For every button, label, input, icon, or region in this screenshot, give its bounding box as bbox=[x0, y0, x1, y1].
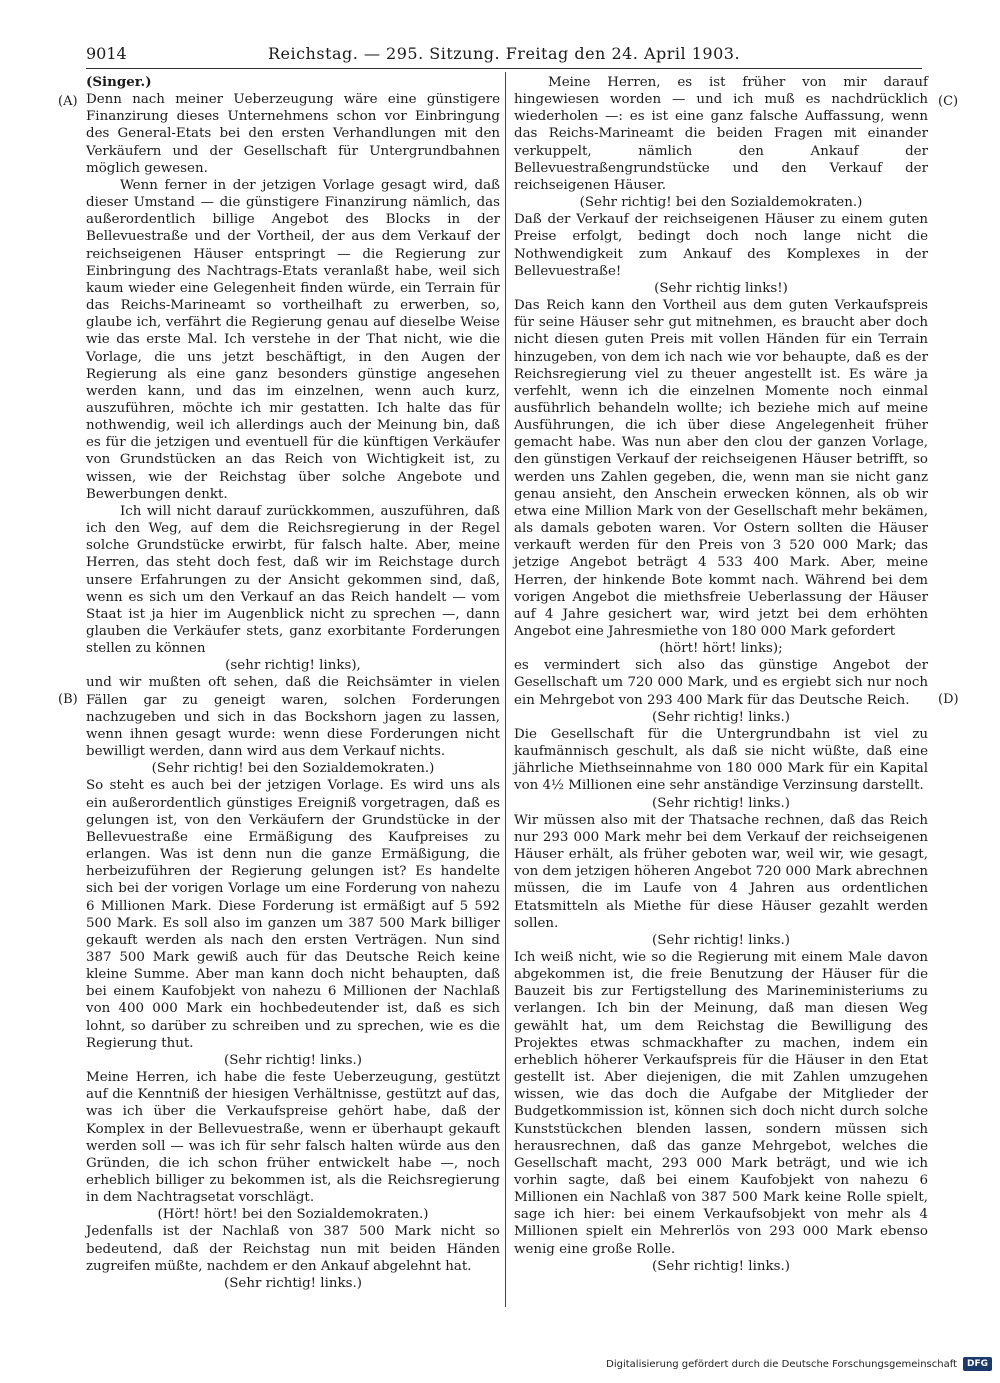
paragraph: es vermindert sich also das günstige Angebot der Gesellschaft um 720 000 Mark, und es ergiebt sich nur noch ein Mehrgebot von 293 400 Mark für das Deutsche Reich. bbox=[514, 658, 928, 708]
column-divider bbox=[505, 72, 506, 1307]
interjection: (Sehr richtig! links.) bbox=[652, 1258, 790, 1274]
dfg-logo: DFG bbox=[963, 1357, 992, 1371]
margin-mark-a: (A) bbox=[58, 94, 78, 109]
footer-credit bbox=[600, 1354, 992, 1374]
margin-mark-c: (C) bbox=[938, 94, 959, 109]
interjection: (Sehr richtig! bei den Sozialdemokraten.) bbox=[151, 761, 435, 777]
interjection: (hört! hört! links); bbox=[659, 641, 783, 657]
interjection: (Sehr richtig! links.) bbox=[652, 709, 790, 725]
paragraph: Denn nach meiner Ueberzeugung wäre eine günstigere Finanzirung dieses Unternehmens schon vor Einbringung des General-Etats bei den ersten Verhandlungen mit den Verkäufern und der Gesellschaft für Untergrundbahnen möglich gewesen. bbox=[86, 92, 500, 176]
paragraph: Meine Herren, es ist früher von mir darauf hingewiesen worden — und ich muß es nachdrücklich wiederholen —: es ist eine ganz falsche Auffassung, wenn das Reichs-Marineamt die beiden Fragen mit einander verkuppelt, nämlich den Ankauf der Bellevuestraßengrundstücke und den Verkauf der reichseigenen Häuser. bbox=[514, 75, 928, 193]
paragraph: Das Reich kann den Vortheil aus dem guten Verkaufspreis für seine Häuser sehr gut mitnehmen, es braucht aber doch nicht diesen guten Preis mit vollen Händen für ein Terrain hinzugeben, von dem ich nach wie vor behaupte, daß es der Reichsregierung viel zu theuer angestellt ist. Es wäre ja verfehlt, wenn ich die einzelnen Momente noch einmal ausführlich behandeln wollte; ich beziehe mich auf meine Ausführungen, die ich über diese Angelegenheit früher gemacht habe. Was nun aber den clou der ganzen Vorlage, den günstigen Verkauf der reichseigenen Häuser betrifft, so werden uns Zahlen gegeben, die, wenn man sie nicht ganz genau ansieht, den Anschein erwecken können, als ob wir etwa eine Million Mark von der Gesellschaft mehr bekämen, als damals geboten waren. Vor Ostern sollten die Häuser verkauft werden für den Preis von 3 520 000 Mark; das jetzige Angebot beträgt 4 533 400 Mark. Aber, meine Herren, der hinkende Bote kommt nach. Während bei dem vorigen Angebot die miethsfreie Ueberlassung der Häuser auf 4 Jahre gesichert war, wird jetzt bei dem erhöhten Angebot eine Jahresmiethe von 180 000 Mark gefordert bbox=[514, 298, 928, 639]
paragraph: So steht es auch bei der jetzigen Vorlage. Es wird uns als ein außerordentlich günstiges Ereigniß vorgetragen, daß es gelungen ist, von den Verkäufern der Grundstücke in der Bellevuestraße eine Ermäßigung des Kaufpreises zu erlangen. Was ist denn nun die ganze Ermäßigung, die herbeizuführen der Regierung gelungen ist? Es handelte sich bei der vorigen Vorlage um eine Forderung von nahezu 6 Millionen Mark. Diese Forderung ist ermäßigt auf 5 592 500 Mark. Es soll also im ganzen um 387 500 Mark billiger gekauft werden als nach den ersten Verträgen. Nun sind 387 500 Mark gewiß auch für das Deutsche Reich keine kleine Summe. Aber man kann doch nicht behaupten, daß bei einem Kaufobjekt von nahezu 6 Millionen der Nachlaß von 400 000 Mark ein hochbedeutender ist, daß es sich lohnt, so darüber zu schreiben und zu sprechen, wie es die Regierung thut. bbox=[86, 778, 500, 1051]
interjection: (Hört! hört! bei den Sozialdemokraten.) bbox=[157, 1207, 429, 1223]
right-column bbox=[514, 74, 928, 1275]
paragraph: Die Gesellschaft für die Untergrundbahn ist viel zu kaufmännisch geschult, als daß sie nicht wüßte, daß eine jährliche Miethseinnahme von 180 000 Mark für ein Kapital von 4½ Millionen eine sehr anständige Verzinsung darstellt. bbox=[514, 726, 928, 794]
interjection: (Sehr richtig! links.) bbox=[652, 932, 790, 948]
paragraph: Ich weiß nicht, wie so die Regierung mit einem Male davon abgekommen ist, die freie Benutzung der Häuser für die Bauzeit bis zur Fertigstellung des Marineministeriums zu verlangen. Ich bin der Meinung, daß man diesen Weg gewählt hat, um dem Reichstag die Bewilligung des Projektes etwas schmackhafter zu machen, indem ein erheblich höherer Verkaufspreis für die Häuser in den Etat gestellt ist. Aber diejenigen, die mit Zahlen umzugehen wissen, wie das doch die Aufgabe der Mitglieder der Budgetkommission ist, können sich doch nicht durch solche Kunststückchen blenden lassen, sondern müssen sich herausrechnen, daß das ganze Mehrgebot, welches die Gesellschaft macht, 293 000 Mark beträgt, und wie ich vorhin sagte, daß bei einem Kaufobjekt von nahezu 6 Millionen ein Nachlaß von 387 500 Mark keine Rolle spielt, sage ich hier: bei einem Verkaufsobjekt von mehr als 4 Millionen spielt ein Mehrerlös von 293 000 Mark ebenso wenig eine große Rolle. bbox=[514, 949, 928, 1257]
paragraph: Meine Herren, ich habe die feste Ueberzeugung, gestützt auf die Kenntniß der hiesigen Verhältnisse, gestützt auf das, was ich über die Verkaufspreise gehört habe, daß der Komplex in der Bellevuestraße, wenn er überhaupt gekauft werden soll — was ich für sehr falsch halten würde aus den Gründen, die ich schon früher entwickelt habe —, noch erheblich billiger zu bekommen ist, als die Reichsregierung in dem Nachtragsetat vorschlägt. bbox=[86, 1070, 500, 1206]
interjection: (Sehr richtig! links.) bbox=[652, 795, 790, 811]
paragraph: Wenn ferner in der jetzigen Vorlage gesagt wird, daß dieser Umstand — die günstigere Finanzirung nämlich, das außerordentlich billige Angebot des Blocks in der Bellevuestraße und der Vortheil, der aus dem Verkauf der reichseigenen Häuser entspringt — die Regierung zur Einbringung des Nachtrags-Etats veranlaßt habe, weil sich kaum wieder eine Gelegenheit finden würde, ein Terrain für das Reichs-Marineamt so vortheilhaft zu erwerben, so, glaube ich, verfährt die Regierung genau auf dieselbe Weise wie das erste Mal. Ich verstehe in der That nicht, wie die Vorlage, die uns jetzt beschäftigt, in den Augen der Regierung als eine ganz besonders günstige angesehen werden kann, und das im einzelnen, wenn auch kurz, auszuführen, möchte ich mir gestatten. Ich halte das für nothwendig, weil ich allerdings auch der Meinung bin, daß es für die jetzigen und eventuell für die künftigen Verkäufer von Grundstücken an das Reich von Wichtigkeit ist, zu wissen, wie der Reichstag über solche Angebote und Bewerbungen denkt. bbox=[86, 177, 500, 502]
paragraph: Wir müssen also mit der Thatsache rechnen, daß das Reich nur 293 000 Mark mehr bei dem Verkauf der reichseigenen Häuser erhält, als früher geboten war, weil wir, wie gesagt, von dem jetzigen höheren Angebot 720 000 Mark abrechnen müssen, die im Laufe von 4 Jahren aus ordentlichen Etatsmitteln als Miethe für diese Häuser gezahlt werden sollen. bbox=[514, 812, 928, 931]
margin-mark-b: (B) bbox=[58, 692, 78, 707]
speaker-name: (Singer.) bbox=[86, 74, 152, 90]
running-title: Reichstag. — 295. Sitzung. Freitag den 24. April 1903. bbox=[267, 44, 741, 63]
paragraph: Ich will nicht darauf zurückkommen, auszuführen, daß ich den Weg, auf dem die Reichsregierung in der Regel solche Grundstücke erwirbt, für falsch halte. Aber, meine Herren, das steht doch fest, daß wir im Reichstage durch unsere Erfahrungen zu der Ansicht gekommen sind, daß, wenn es sich um den Verkauf an das Reich handelt — vom Staat ist ja hier im Augenblick nicht zu sprechen —, dann glauben die Verkäufer stets, ganz exorbitante Forderungen stellen zu können bbox=[86, 503, 500, 657]
page-number: 9014 bbox=[86, 44, 127, 63]
left-column bbox=[86, 74, 500, 1292]
interjection: (sehr richtig! links), bbox=[225, 658, 361, 674]
interjection: (Sehr richtig! bei den Sozialdemokraten.) bbox=[579, 195, 863, 211]
margin-mark-d: (D) bbox=[938, 692, 959, 707]
interjection: (Sehr richtig! links.) bbox=[224, 1275, 362, 1291]
footer-text: Digitalisierung gefördert durch die Deutsche Forschungsgemeinschaft bbox=[606, 1358, 957, 1370]
interjection: (Sehr richtig! links.) bbox=[224, 1052, 362, 1068]
paragraph: Jedenfalls ist der Nachlaß von 387 500 Mark nicht so bedeutend, daß der Reichstag nun mit beiden Händen zugreifen müßte, nachdem er den Ankauf abgelehnt hat. bbox=[86, 1224, 500, 1274]
paragraph: und wir mußten oft sehen, daß die Reichsämter in vielen Fällen gar zu geneigt waren, solchen Forderungen nachzugeben und sich in das Bockshorn jagen zu lassen, wenn ihnen gesagt wurde: wenn diese Forderungen nicht bewilligt werden, dann wird aus dem Verkauf nichts. bbox=[86, 675, 500, 760]
page-header bbox=[86, 40, 922, 70]
paragraph: Daß der Verkauf der reichseigenen Häuser zu einem guten Preise erfolgt, bedingt doch noch lange nicht die Nothwendigkeit zum Ankauf des Komplexes in der Bellevuestraße! bbox=[514, 212, 928, 279]
header-rule bbox=[86, 68, 922, 69]
interjection: (Sehr richtig links!) bbox=[654, 280, 788, 296]
